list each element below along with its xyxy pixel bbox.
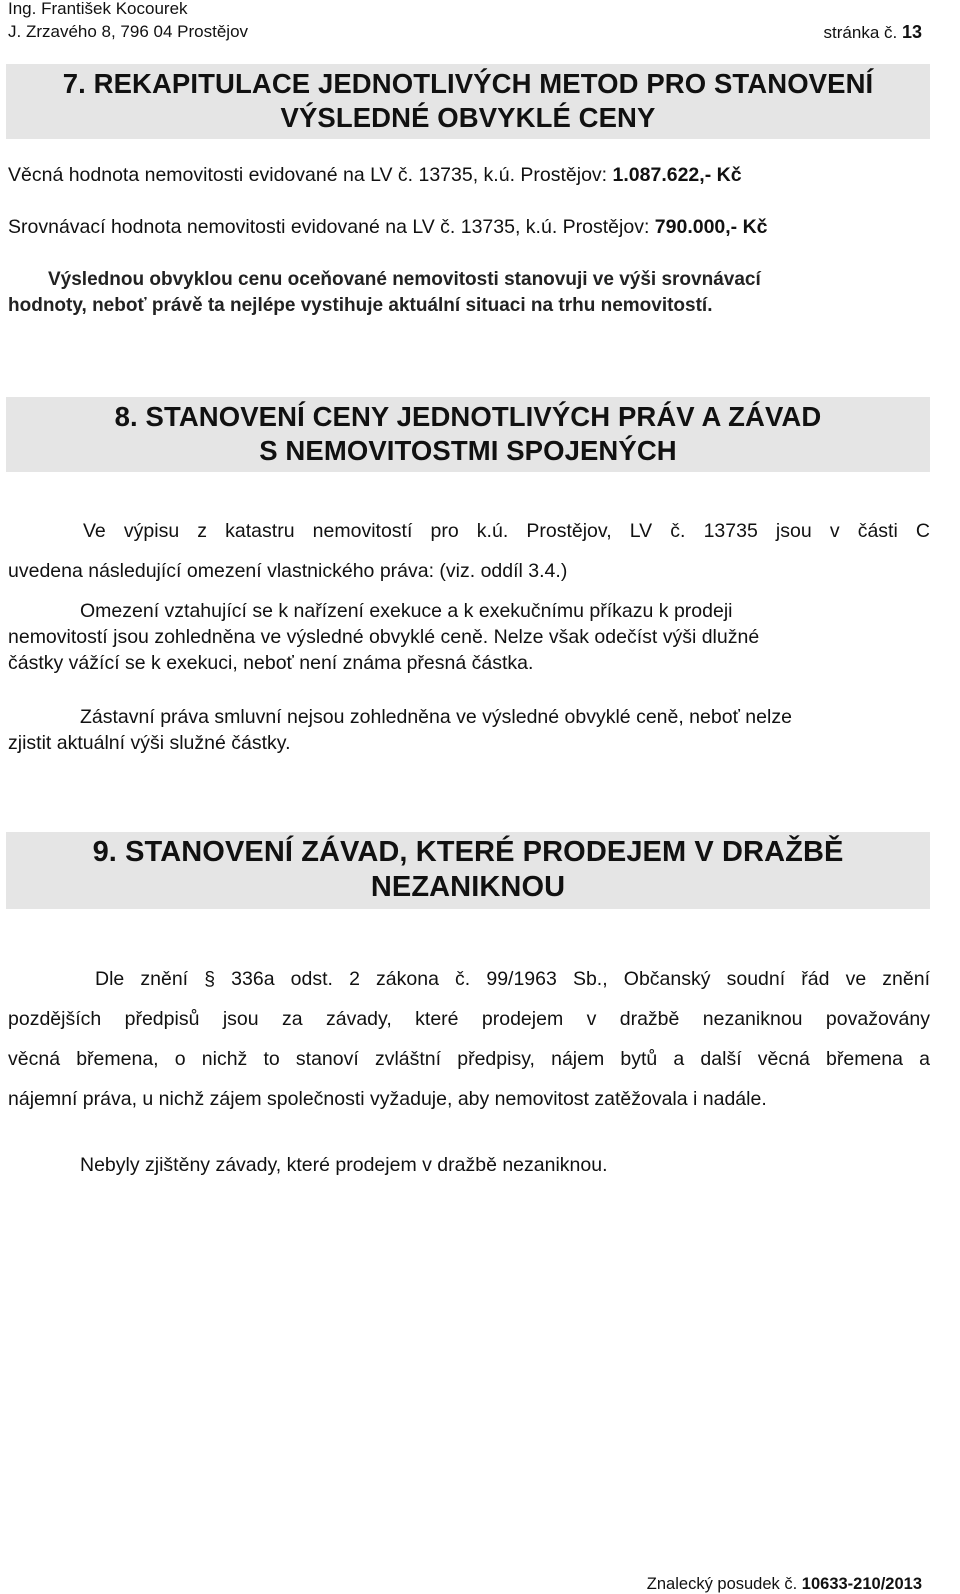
section-9-para1-line1: Dle znění § 336a odst. 2 zákona č. 99/1963 Sb., Občanský soudní řád ve znění [95,968,930,990]
section-9-para1-line4: nájemní práva, u nichž zájem společnosti vyžaduje, aby nemovitost zatěžovala i nadále. [8,1088,767,1110]
vecna-hodnota-value: 1.087.622,- Kč [612,164,742,186]
vecna-hodnota-label: Věcná hodnota nemovitosti evidované na LV č. 13735, k.ú. Prostějov: [8,164,613,186]
page-label: stránka č. [823,23,898,42]
section-9-para2: Nebyly zjištěny závady, které prodejem v dražbě nezaniknou. [80,1154,608,1176]
page-number-label [824,21,922,44]
conclusion-line2: hodnoty, neboť právě ta nejlépe vystihuje aktuální situaci na trhu nemovitostí. [8,295,713,316]
srovnavaci-hodnota-value: 790.000,- Kč [654,216,768,238]
section-8-para2-line1: Zástavní práva smluvní nejsou zohledněna ve výsledné obvyklé ceně, neboť nelze [80,706,792,728]
section-8-title-line1: 8. STANOVENÍ CENY JEDNOTLIVÝCH PRÁV A ZÁVAD [114,401,822,432]
section-8-intro-line2: uvedena následující omezení vlastnického práva: (viz. oddíl 3.4.) [8,560,568,582]
footer-number: 10633-210/2013 [801,1575,922,1593]
author-name: Ing. František Kocourek [8,0,188,18]
footer-report-number [647,1574,922,1594]
section-7-heading [6,64,930,139]
section-8-intro-line1: Ve výpisu z katastru nemovitostí pro k.ú. Prostějov, LV č. 13735 jsou v části C [83,520,930,542]
section-9-para1-line3: věcná břemena, o nichž to stanoví zvláštní předpisy, nájem bytů a další věcná břemena a [8,1048,930,1070]
section-8-para1-line2: nemovitostí jsou zohledněna ve výsledné obvyklé ceně. Nelze však odečíst výši dlužné [8,626,760,648]
section-9-title-line1: 9. STANOVENÍ ZÁVAD, KTERÉ PRODEJEM V DRAŽBĚ [92,836,844,868]
section-9-para1-line2: pozdějších předpisů jsou za závady, které prodejem v dražbě nezaniknou považovány [8,1008,930,1030]
section-7-title-line2: VÝSLEDNÉ OBVYKLÉ CENY [280,102,656,133]
section-9-heading [6,832,930,909]
author-address: J. Zrzavého 8, 796 04 Prostějov [8,22,249,41]
page-number: 13 [901,22,922,42]
conclusion-line1: Výslednou obvyklou cenu oceňované nemovitosti stanovuji ve výši srovnávací [48,269,761,290]
vecna-hodnota-line [8,162,742,188]
footer-label: Znalecký posudek č. [646,1575,802,1593]
section-8-para1-line3: částky vážící se k exekuci, neboť není známa přesná částka. [8,652,534,674]
section-8-para2-line2: zjistit aktuální výši služné částky. [8,732,291,754]
section-8-heading [6,397,930,472]
srovnavaci-hodnota-line [8,214,768,240]
section-8-title-line2: S NEMOVITOSTMI SPOJENÝCH [259,435,677,466]
section-8-para1-line1: Omezení vztahující se k nařízení exekuce a k exekučnímu příkazu k prodeji [80,600,733,622]
section-7-title-line1: 7. REKAPITULACE JEDNOTLIVÝCH METOD PRO STANOVENÍ [62,68,874,99]
section-9-title-line2: NEZANIKNOU [370,871,566,903]
srovnavaci-hodnota-label: Srovnávací hodnota nemovitosti evidované na LV č. 13735, k.ú. Prostějov: [8,216,655,238]
